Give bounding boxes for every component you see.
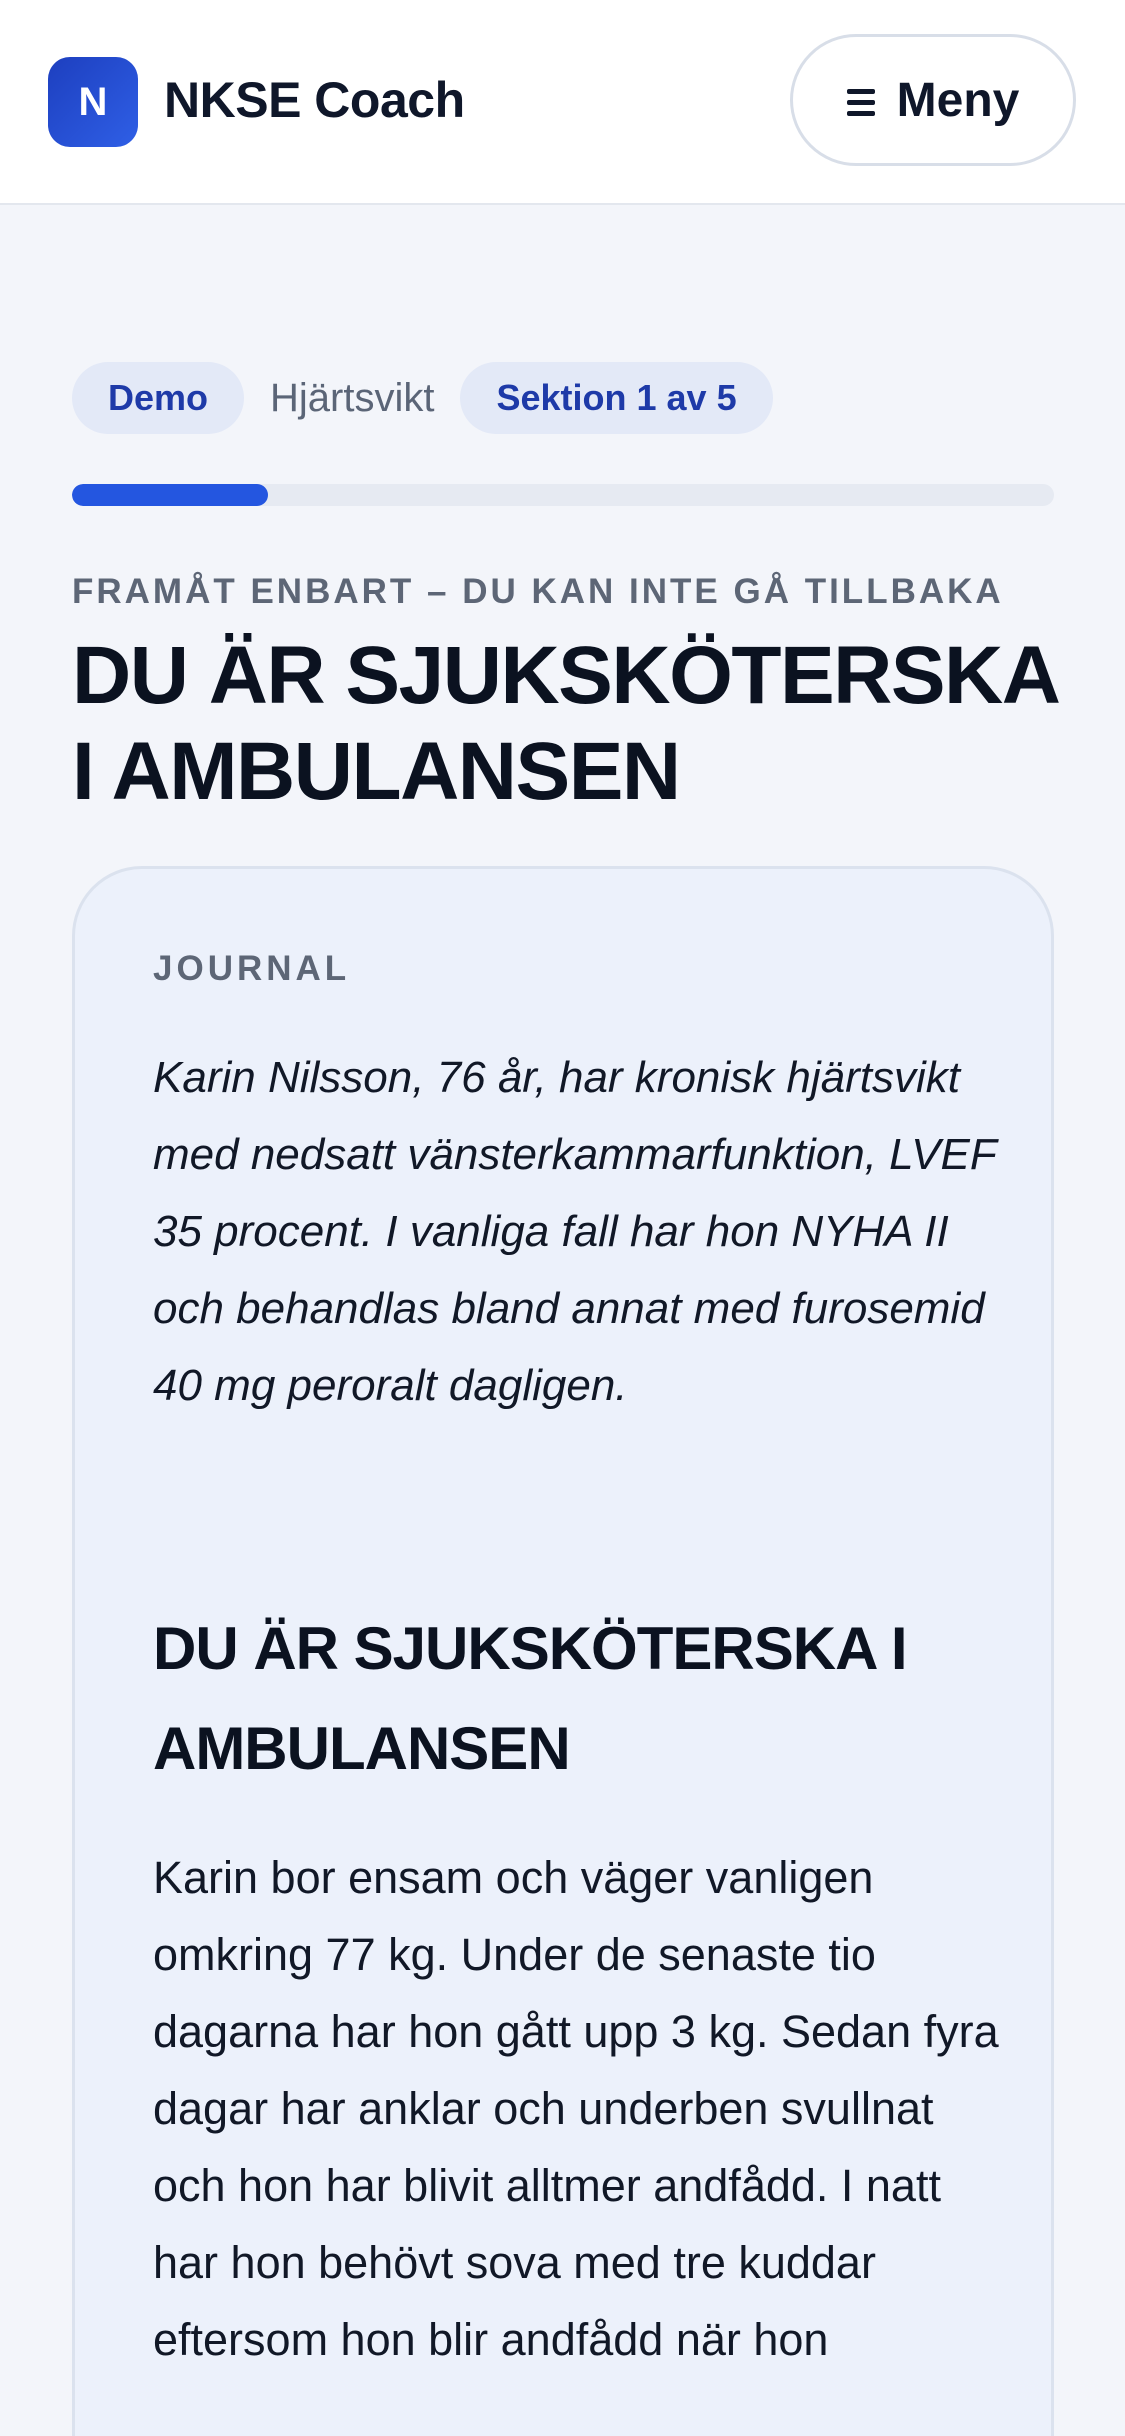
card-label: JOURNAL bbox=[153, 949, 351, 988]
section-heading: DU ÄR SJUKSKÖTERSKA I AMBULANSEN bbox=[153, 1615, 907, 1782]
navigation-notice: FRAMÅT ENBART – DU KAN INTE GÅ TILLBAKA bbox=[72, 572, 1004, 611]
app-name: NKSE Coach bbox=[164, 72, 465, 128]
app-logo[interactable] bbox=[48, 57, 138, 147]
breadcrumb bbox=[72, 362, 773, 434]
page-title: DU ÄR SJUKSKÖTERSKA I AMBULANSEN bbox=[72, 630, 1057, 817]
menu-button[interactable] bbox=[790, 34, 1076, 166]
app-header bbox=[0, 0, 1125, 205]
mode-chip: Demo bbox=[72, 362, 244, 434]
hamburger-icon bbox=[847, 89, 875, 116]
journal-card bbox=[72, 866, 1054, 2436]
logo-letter: N bbox=[78, 79, 108, 124]
progress-bar bbox=[72, 484, 1054, 506]
progress-fill bbox=[72, 484, 268, 506]
case-description: Karin bor ensam och väger vanligen omkring 77 kg. Under de senaste tio dagarna har hon gått upp 3 kg. Sedan fyra dagar har anklar och underben svullnat och hon har blivit alltmer andfådd. I natt har hon behövt sova med tre kuddar eftersom hon blir andfådd när hon bbox=[153, 1852, 999, 2365]
topic-label: Hjärtsvikt bbox=[270, 375, 435, 420]
section-chip: Sektion 1 av 5 bbox=[460, 362, 772, 434]
menu-label: Meny bbox=[896, 73, 1020, 127]
journal-text: Karin Nilsson, 76 år, har kronisk hjärtsvikt med nedsatt vänsterkammarfunktion, LVEF 35 procent. I vanliga fall har hon NYHA II och behandlas bland annat med furosemid 40 mg peroralt dagligen. bbox=[153, 1053, 996, 1410]
